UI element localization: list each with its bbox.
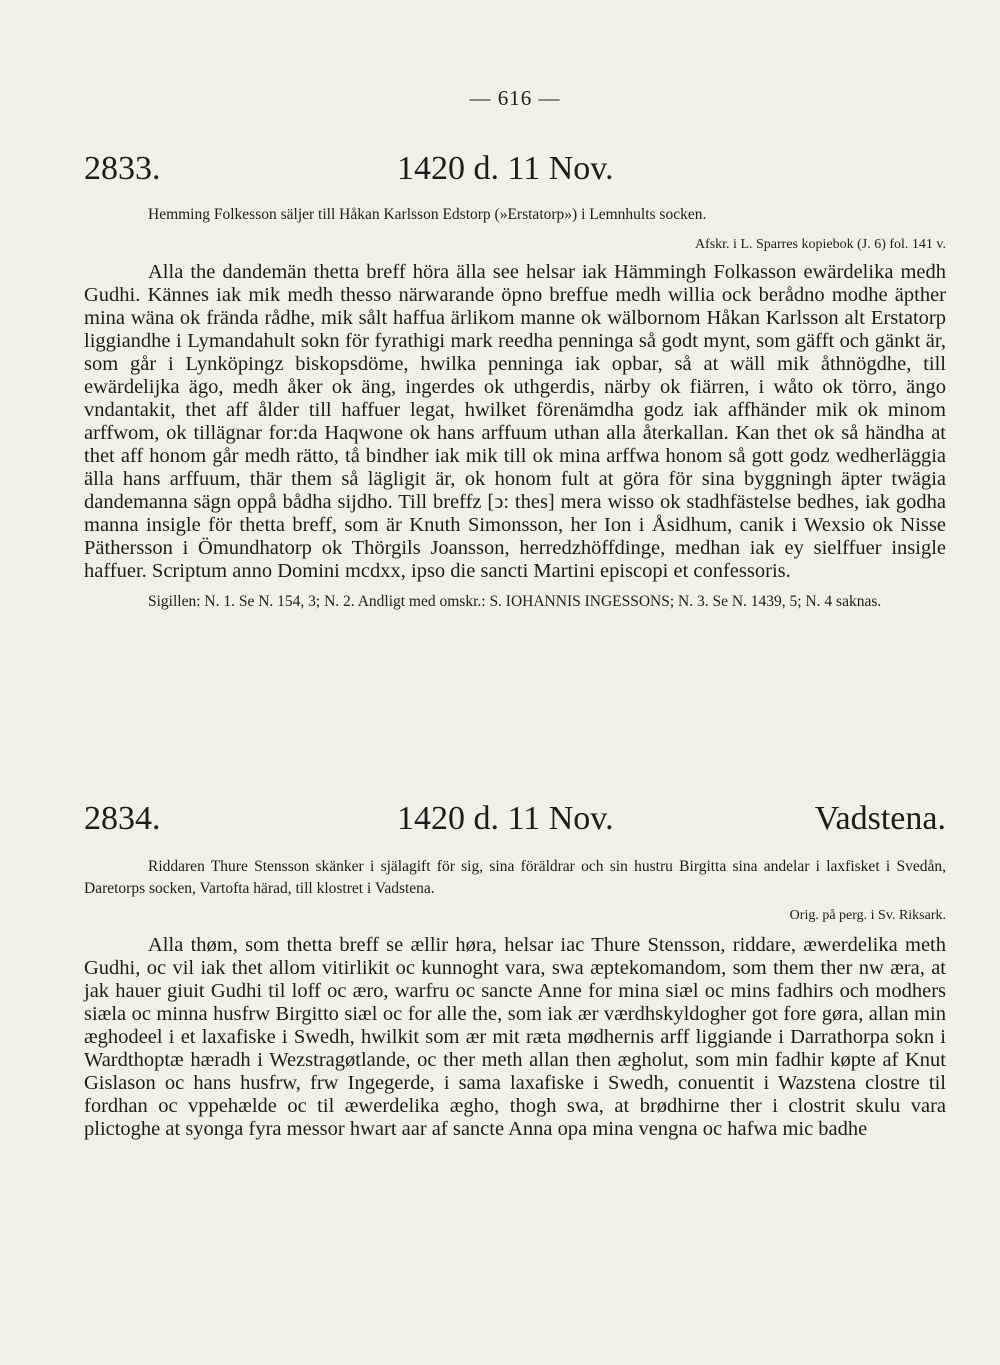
entry-heading bbox=[84, 800, 946, 844]
entry-text: Alla thøm, som thetta breff se ællir høra, helsar iac Thure Stensson, riddare, æwerdelika meth Gudhi, oc vil iak thet allom vitirlikit oc kunnoght vara, swa æptekomandom, som them ther nw æra, at jak hauer giuit Gudhi til loff oc æro, warfru oc sancte Anne for mina siæl oc mins fadhirs och modhers siæla oc minna husfrw Birgitto siæl oc for alle the, som iak ær værdhskyldogher got fore gøra, allan min æghodeel i et laxafiske i Swedh, hwilkit som ær mit ræta mødhernis arff liggiande i Darrathorpa sokn i Wardthoptæ hæradh i Wezstragøtlande, oc ther meth allan then ægholut, som min fadhir køpte af Knut Gislason oc hans husfrw, frw Ingegerde, i sama laxafiske i Swedh, conuentit i Wazstena clostre til fordhan oc vppehælde oc til æwerdelika ægho, thogh swa, at brødhirne ther i clostrit skulu vara plictoghe at syonga fyra messor hwart aar af sancte Anna opa mina vengna oc hafwa mic badhe bbox=[84, 934, 946, 1140]
entry-2834 bbox=[84, 800, 946, 1141]
entry-source: Afskr. i L. Sparres kopiebok (J. 6) fol. 141 v. bbox=[694, 237, 946, 252]
entry-number: 2833. bbox=[84, 150, 161, 187]
entry-summary: Riddaren Thure Stensson skänker i själagift för sig, sina föräldrar och sin hustru Birgitta sina andelar i laxfisket i Svedån, Daretorps socken, Vartofta härad, till klostret i Vadstena. bbox=[84, 858, 946, 897]
entry-seals: Sigillen: N. 1. Se N. 154, 3; N. 2. Andligt med omskr.: S. IOHANNIS INGESSONS; N. 3. Se N. 1439, 5; N. 4 saknas. bbox=[148, 593, 882, 610]
entry-text: Alla the dandemän thetta breff höra älla see helsar iak Hämmingh Folkasson ewärdelika medh Gudhi. Kännes iak mik medh thesso närwarande öpno breffue medh willia ock berådno modhe äpther mina wäna ok frända rådhe, mik sålt haffua ärlikom manne ok wälbornom Håkan Karlsson alt Erstatorp liggiandhe i Lymandahult sokn för fyrathigi mark reedha penninga så godt mynt, som gäfft och gänkt är, som går i Lynköpingz biskopsdöme, hwilka penninga iak opbar, så at wäll mik åthnögdhe, till ewärdelijka ägo, medh åker ok äng, ingerdes ok uthgerdis, närby ok fiärren, i wåto ok törro, ängo vndantakit, thet aff ålder till haffuer legat, hwilket förenämdha godz iak affhänder mik ok minom arffwom, ok tillägnar for:da Haqwone ok hans arffuum uthan alla återkallan. Kan thet ok så händha at thet aff honom går medh rätto, tå bindher iak mik till ok mina arffwa honom så gott godz wedherläggia älla hans arffuum, thär them så lägligit är, ok honom fult at göra för sina byggningh äpter twägia dandemanna sägn oppå bådha sijdho. Till breffz [ↄ: thes] mera wisso ok stadhfästelse bedhes, iak godha manna insigle för thetta breff, som är Knuth Simonsson, her Ion i Åsidhum, canik i Wexsio ok Nisse Päthersson i Ömundhatorp ok Thörgils Joansson, herredzhöffdinge, medhan iak ey sielffuer insigle haffuer. Scriptum anno Domini mcdxx, ipso die sancti Martini episcopi et confessoris. bbox=[84, 261, 946, 582]
entry-date: 1420 d. 11 Nov. bbox=[397, 800, 614, 837]
entry-heading bbox=[84, 150, 946, 194]
entry-summary: Hemming Folkesson säljer till Håkan Karlsson Edstorp (»Erstatorp») i Lemnhults socken. bbox=[148, 206, 707, 223]
entry-2833 bbox=[84, 150, 946, 613]
entry-source: Orig. på perg. i Sv. Riksark. bbox=[789, 908, 946, 923]
page-number: — 616 — bbox=[469, 86, 561, 110]
entry-date: 1420 d. 11 Nov. bbox=[397, 150, 614, 187]
entry-number: 2834. bbox=[84, 800, 161, 837]
entry-place: Vadstena. bbox=[814, 800, 946, 837]
